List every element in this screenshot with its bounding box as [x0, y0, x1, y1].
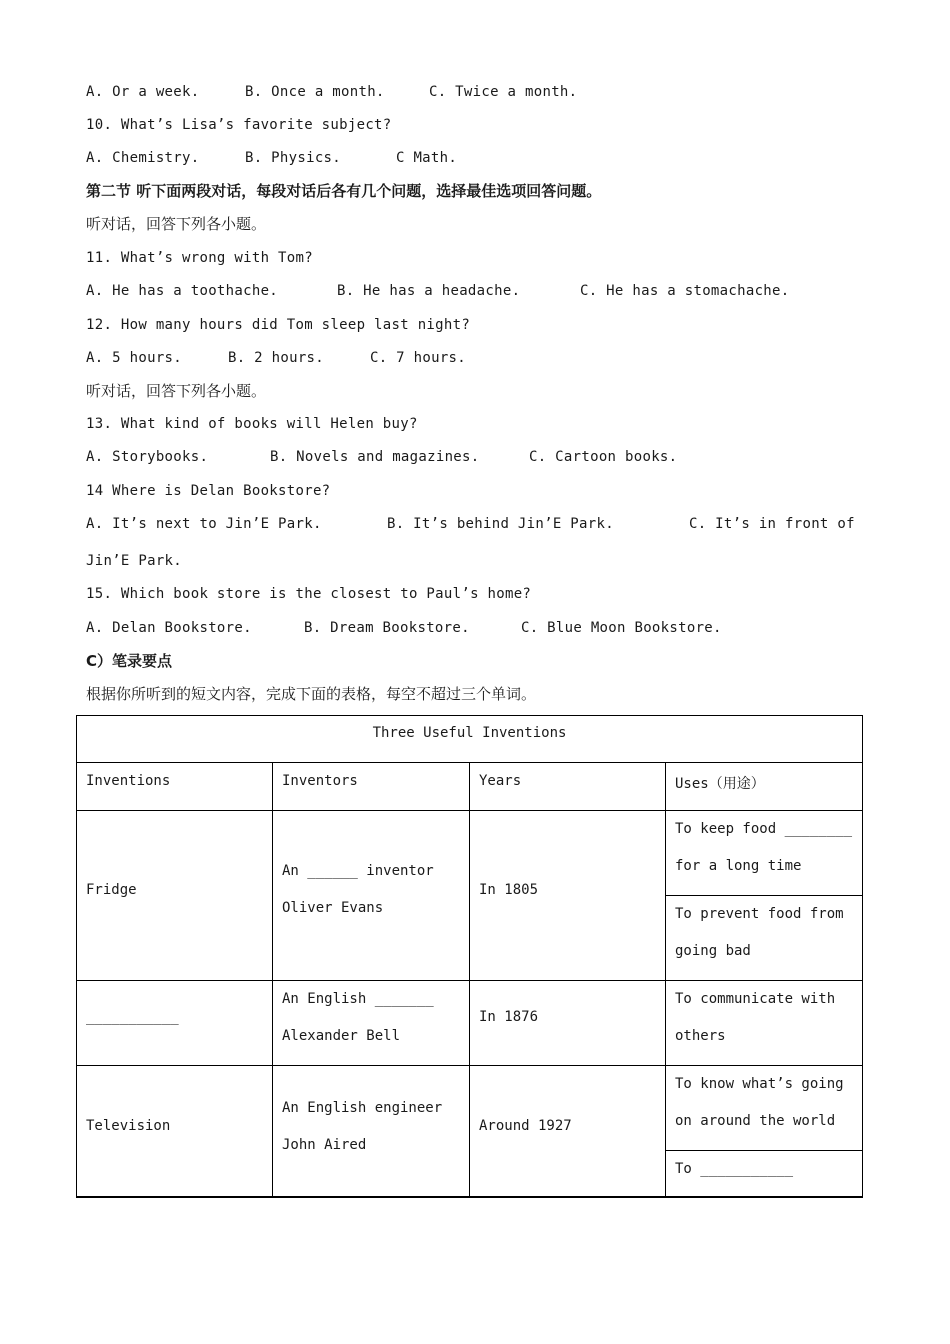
row-2-year: In 1876: [479, 1009, 539, 1025]
question-15: 15. Which book store is the closest to Paul’s home?: [86, 586, 532, 602]
row-2-invention-blank: ___________: [86, 1009, 179, 1025]
row-fridge-invention: Fridge: [86, 882, 137, 898]
option-b: B. 2 hours.: [228, 350, 325, 366]
question-13: 13. What kind of books will Helen buy?: [86, 416, 418, 432]
sectionC-heading: C）笔录要点: [86, 652, 173, 670]
question-14-continued: Jin’E Park.: [86, 553, 183, 569]
row-fridge-inventor-line1: An ______ inventor: [282, 863, 434, 879]
row-fridge-use1-line2: for a long time: [675, 858, 802, 874]
option-c: C. It’s in front of: [689, 516, 855, 532]
question-11: 11. What’s wrong with Tom?: [86, 250, 313, 266]
question-12: 12. How many hours did Tom sleep last night?: [86, 317, 471, 333]
row-fridge-use2-line1: To prevent food from: [675, 906, 844, 922]
row-tv-use1-line1: To know what’s going: [675, 1076, 844, 1092]
option-a: A. It’s next to Jin’E Park.: [86, 516, 322, 532]
option-b: B. Dream Bookstore.: [304, 620, 470, 636]
section2-heading: 第二节 听下面两段对话，每段对话后各有几个问题，选择最佳选项回答问题。: [86, 182, 602, 200]
option-c: C. Cartoon books.: [529, 449, 678, 465]
option-c: C. Twice a month.: [429, 84, 578, 100]
option-a: A. Storybooks.: [86, 449, 209, 465]
row-fridge-inventor-line2: Oliver Evans: [282, 900, 384, 916]
header-inventions: Inventions: [86, 773, 171, 789]
question-14: 14 Where is Delan Bookstore?: [86, 483, 331, 499]
row-2-use-line1: To communicate with: [675, 991, 836, 1007]
option-a: A. Chemistry.: [86, 150, 200, 166]
dialog-intro-2: 听对话，回答下列各小题。: [86, 382, 267, 400]
row-fridge-use1-line1: To keep food ________: [675, 821, 853, 837]
option-b: B. He has a headache.: [337, 283, 521, 299]
table-title: Three Useful Inventions: [372, 725, 567, 741]
option-a: A. Or a week.: [86, 84, 200, 100]
option-c: C. He has a stomachache.: [580, 283, 790, 299]
option-c: C. Blue Moon Bookstore.: [521, 620, 722, 636]
row-tv-inventor-line1: An English engineer: [282, 1100, 443, 1116]
table-rule: [666, 1150, 863, 1151]
question-10: 10. What’s Lisa’s favorite subject?: [86, 117, 392, 133]
inventions-table: [76, 715, 863, 1198]
option-a: A. Delan Bookstore.: [86, 620, 252, 636]
option-b: B. Once a month.: [245, 84, 385, 100]
row-2-inventor-line2: Alexander Bell: [282, 1028, 401, 1044]
row-tv-invention: Television: [86, 1118, 171, 1134]
header-uses: Uses（用途）: [675, 776, 765, 792]
row-fridge-use2-line2: going bad: [675, 943, 751, 959]
row-tv-inventor-line2: John Aired: [282, 1137, 367, 1153]
row-tv-use1-line2: on around the world: [675, 1113, 836, 1129]
table-rule: [469, 762, 470, 1198]
table-rule: [665, 762, 666, 1198]
option-a: A. 5 hours.: [86, 350, 183, 366]
row-tv-year: Around 1927: [479, 1118, 572, 1134]
row-fridge-year: In 1805: [479, 882, 539, 898]
option-a: A. He has a toothache.: [86, 283, 279, 299]
table-rule: [666, 895, 863, 896]
option-b: B. It’s behind Jin’E Park.: [387, 516, 614, 532]
option-b: B. Physics.: [245, 150, 342, 166]
header-years: Years: [479, 773, 522, 789]
row-2-inventor-line1: An English _______: [282, 991, 434, 1007]
table-rule: [272, 762, 273, 1198]
option-b: B. Novels and magazines.: [270, 449, 480, 465]
header-inventors: Inventors: [282, 773, 358, 789]
row-tv-use2-line1: To ___________: [675, 1161, 794, 1177]
row-2-use-line2: others: [675, 1028, 726, 1044]
option-c: C Math.: [396, 150, 458, 166]
option-c: C. 7 hours.: [370, 350, 467, 366]
sectionC-instructions: 根据你所听到的短文内容，完成下面的表格，每空不超过三个单词。: [86, 685, 537, 703]
dialog-intro-1: 听对话，回答下列各小题。: [86, 215, 267, 233]
